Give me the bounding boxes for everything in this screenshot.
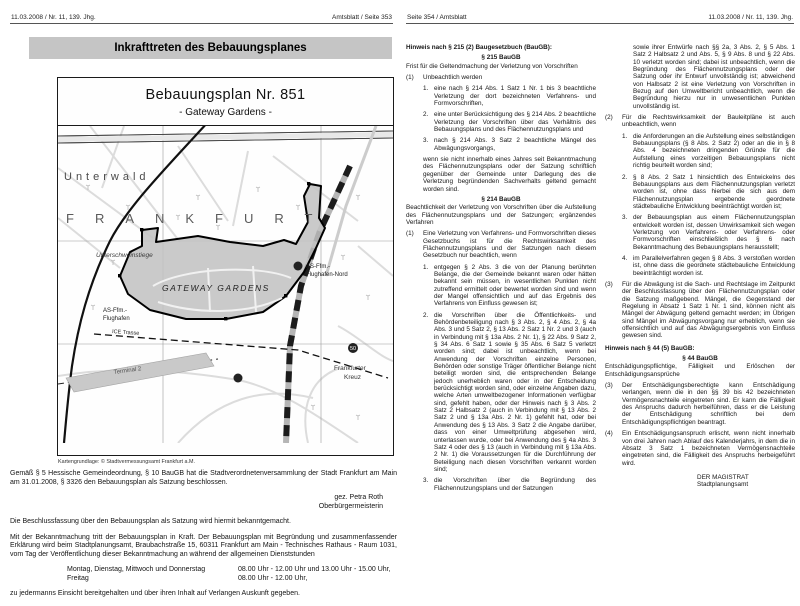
item-number: 3. — [622, 214, 628, 222]
signature-name: gez. Petra Roth — [334, 494, 383, 501]
paragraph-number: (3) — [605, 280, 613, 288]
hanging-paragraph: wenn sie nicht innerhalb eines Jahres seit Bekanntmachung des Flächennutzungsplans oder der Satzung schriftlich gegenüber der Gemeinde unter Darlegung des die Verletzung begründenden Sachverhalts geltend gemacht worden sind. — [423, 156, 596, 193]
item-number: 2. — [622, 173, 628, 181]
continuation-paragraph: sowie ihrer Entwürfe nach §§ 2a, 3 Abs. 2, § 5 Abs. 1 Satz 2 Halbsatz 2 und Abs. 5, § 9 Abs. 8 und § 22 Abs. 10 verletzt worden sind; dabei ist unbeachtlich, wenn die Begründung des Flächennutzungsplans oder der Satzung oder ihr Entwurf unvollständig ist; abweichend von Halbsatz 2 ist eine Verletzung von Vorschriften in Bezug auf den Umweltbericht unbeachtlich, wenn die Begründung hierzu nur in unwesentlichen Punkten unvollständig ist. — [633, 44, 795, 110]
header-page-number: Seite 354 / Amtsblatt — [407, 14, 467, 21]
paragraph-number: (4) — [605, 430, 613, 438]
map-label-as-nord-2: Flughafen-Nord — [306, 272, 348, 278]
page-header-left — [10, 14, 393, 24]
office-hours-days: Montag, Dienstag, Mittwoch und Donnerstag — [67, 566, 206, 573]
item-number: 3. — [423, 137, 429, 145]
office-hours-days: Freitag — [67, 574, 89, 582]
gazette-page-right — [400, 0, 800, 600]
list-item — [423, 111, 596, 133]
junction-number-label: 50 — [349, 346, 357, 353]
item-text: im Parallelverfahren gegen § 8 Abs. 3 verstoßen worden ist, ohne dass die geordnete städtebauliche Entwicklung beeinträchtigt worden ist. — [633, 254, 795, 277]
section-214-subtitle: Beachtlichkeit der Verletzung von Vorschriften über die Aufstellung des Flächennutzungsplans und der Satzungen; ergänzendes Verfahren — [406, 204, 596, 226]
item-number: 3. — [423, 477, 429, 485]
item-number: 1. — [423, 85, 429, 93]
magistrat-signature — [697, 474, 795, 489]
item-number: 4. — [622, 254, 628, 262]
item-text: die Vorschriften über die Öffentlichkeits- und Behördenbeteiligung nach § 3 Abs. 2, § 4 Abs. 2, § 4a Abs. 3 und 5 Satz 2, § 13 Abs. 2 Satz 1 Nr. 2 und 3 (auch in Verbindung mit § 13a Abs. 2 Nr. 1), § 22 Abs. 9 Satz 2, § 34 Abs. 6 Satz 1 sowie § 35 Abs. 6 Satz 5 verletzt worden sind; dabei ist unbeachtlich, wenn bei Anwendung der Vorschriften einzelne Personen, Behörden oder sonstige Träger öffentlicher Belange nicht beteiligt worden sind, die entsprechenden Belange jedoch unerheblich waren oder in der Entscheidung berücksichtigt worden sind, oder einzelne Angaben dazu, welche Arten umweltbezogener Informationen verfügbar sind, gefehlt haben, oder der Hinweis nach § 3 Abs. 2 Satz 2 Halbsatz 2 (auch in Verbindung mit § 13 Abs. 2 Satz 2 und § 13a Abs. 2 Nr. 1) gefehlt hat, oder bei Anwendung des § 13 Abs. 3 Satz 2 die Angabe darüber, dass von einer Umweltprüfung abgesehen wird, unterlassen wurde, oder bei Anwendung des § 4a Abs. 3 Satz 4 oder des § 13 (auch in Verbindung mit § 13a Abs. 2 Nr. 1) die Voraussetzungen für die Durchführung der Beteiligung nach diesen Vorschriften verkannt worden sind; — [434, 311, 596, 473]
notice-title: Inkrafttreten des Bebauungsplanes — [29, 37, 392, 59]
paragraph-text: Ein Entschädigungsanspruch erlischt, wenn nicht innerhalb von drei Jahren nach Ablauf des Kalenderjahrs, in dem die in Absatz 3 Satz 1 bezeichneten Vermögensnachteile eingetreten sind, die Fälligkeit des Anspruchs herbeigeführt wird. — [622, 430, 795, 467]
map-label-ice-trasse: ICE Trasse — [111, 329, 140, 337]
map-label-unterschweinstiege: Unterschweinstiege — [96, 252, 153, 259]
column-1 — [406, 44, 596, 492]
header-date: 11.03.2008 / Nr. 11, 139. Jhg. — [11, 14, 96, 21]
map-title: Bebauungsplan Nr. 851 — [145, 87, 306, 103]
hinweis-215-heading: Hinweis nach § 215 (2) Baugesetzbuch (BauGB): — [406, 44, 552, 51]
closing-paragraph: zu jedermanns Einsicht bereitgehalten und über ihren Inhalt auf Verlangen Auskunft gegeben. — [10, 590, 300, 597]
paragraph-text: Für die Rechtswirksamkeit der Bauleitpläne ist auch unbeachtlich, wenn — [622, 114, 795, 129]
page-header-right — [406, 14, 794, 24]
map-label-gateway-gardens: GATEWAY GARDENS — [162, 283, 270, 293]
magistrat-line1: DER MAGISTRAT — [697, 473, 749, 481]
item-text: eine nach § 214 Abs. 1 Satz 1 Nr. 1 bis 3 beachtliche Verletzung der dort bezeichneten Verfahrens- und Formvorschriften, — [434, 85, 596, 108]
magistrat-line2: Stadtplanungsamt — [697, 481, 749, 489]
list-item — [423, 85, 596, 107]
map-label-terminal2: Terminal 2 — [113, 366, 142, 376]
announcement-paragraph: Die Beschlussfassung über den Bebauungsplan als Satzung wird hiermit bekanntgemacht. — [10, 518, 291, 525]
item-text: eine unter Berücksichtigung des § 214 Abs. 2 beachtliche Verletzung der Vorschriften über das Verhältnis des Bebauungsplans und des Flächennutzungsplans und — [434, 111, 596, 134]
hinweis-44-heading: Hinweis nach § 44 (5) BauGB: — [605, 344, 695, 352]
paragraph-row — [406, 230, 596, 259]
list-item — [423, 137, 596, 152]
plan-map-frame — [57, 77, 394, 456]
map-source-caption: Kartengrundlage: © Stadtvermessungsamt Frankfurt a.M. — [58, 459, 196, 465]
list-item — [622, 214, 795, 251]
paragraph-number: (2) — [605, 114, 613, 122]
office-hours-time: 08.00 Uhr - 12.00 Uhr und 13.00 Uhr - 15.00 Uhr, — [238, 566, 391, 573]
item-text: nach § 214 Abs. 3 Satz 2 beachtliche Mängel des Abwägungsvorgangs, — [434, 137, 596, 152]
paragraph-text: Unbeachtlich werden — [423, 74, 483, 82]
paragraph-row — [605, 430, 795, 467]
section-215-subtitle: Frist für die Geltendmachung der Verletzung von Vorschriften — [406, 62, 578, 70]
item-number: 2. — [423, 311, 429, 319]
numbered-items — [622, 133, 795, 277]
section-44-subtitle: Entschädigungspflichtige, Fälligkeit und Erlöschen der Entschädigungsansprüche — [605, 363, 795, 378]
numbered-items — [423, 85, 596, 152]
office-hours — [67, 566, 397, 583]
list-item — [622, 133, 795, 170]
item-text: § 8 Abs. 2 Satz 1 hinsichtlich des Entwickelns des Bebauungsplans aus dem Flächennutzungsplan verletzt worden ist, ohne dass hierbei die sich aus dem Flächennutzungsplan ergebende geordnete städtebauliche Entwicklung beeinträchtigt worden ist; — [633, 173, 795, 210]
inspection-paragraph: Mit der Bekanntmachung tritt der Bebauungsplan in Kraft. Der Bebauungsplan mit Begründung und zusammenfassender Erklärung wird beim Stadtplanungsamt, Braubachstraße 15, 60311 Frankfurt am Main - Technisches Rathaus - Raum 1031, vom Tag der Veröffentlichung dieser Bekanntmachung an während der allgemeinen Dienststunden — [10, 533, 397, 558]
paragraph-number: (1) — [406, 74, 414, 82]
left-page-body — [10, 470, 397, 606]
paragraph-row — [406, 74, 596, 81]
city-map — [58, 126, 393, 443]
paragraph-row — [605, 281, 795, 340]
paragraph-number: (3) — [605, 382, 613, 390]
section-44-title: § 44 BauGB — [682, 355, 718, 363]
column-2 — [605, 44, 795, 492]
paragraph-text: Eine Verletzung von Verfahrens- und Formvorschriften dieses Gesetzbuchs ist für die Rechtswirksamkeit des Flächennutzungsplans und der Satzungen nach diesem Gesetzbuch nur beachtlich, wenn — [423, 230, 596, 260]
two-column-text — [406, 44, 796, 492]
paragraph-row — [605, 382, 795, 426]
map-subtitle: - Gateway Gardens - — [58, 107, 393, 126]
item-text: die Vorschriften über die Begründung des Flächennutzungsplans und der Satzungen — [434, 477, 596, 492]
list-item — [423, 477, 596, 492]
resolution-paragraph: Gemäß § 5 Hessische Gemeindeordnung, § 10 BauGB hat die Stadtverordnetenversammlung der Stadt Frankfurt am Main am 31.01.2008, § 3326 den Bebauungsplan als Satzung beschlossen. — [10, 470, 397, 486]
map-label-as-sued-1: AS-Ffm.- — [103, 308, 127, 314]
map-label-as-sued-2: Flughafen — [103, 316, 130, 322]
list-item — [622, 255, 795, 277]
motorway-north — [58, 131, 393, 143]
map-label-unterwald: Unterwald — [64, 171, 150, 183]
signature-role: Oberbürgermeisterin — [318, 502, 383, 510]
section-214-title: § 214 BauGB — [481, 195, 521, 203]
item-text: der Bebauungsplan aus einem Flächennutzungsplan entwickelt worden ist, dessen Unwirksamkeit sich wegen Verletzung von Verfahrens- oder Verfahrens- oder Formvorschriften einschließlich des § 6 nach Bekanntmachung des Bebauungsplans herausstellt; — [633, 214, 795, 251]
office-hours-time: 08.00 Uhr - 12.00 Uhr, — [238, 574, 308, 582]
item-text: die Anforderungen an die Aufstellung eines selbständigen Bebauungsplans (§ 8 Abs. 2 Satz 2) oder an die in § 8 Abs. 4 bezeichneten dringenden Gründe für die Aufstellung eines vorzeitigen Bebauungsplans nicht richtig beurteilt worden sind; — [633, 132, 795, 170]
paragraph-number: (1) — [406, 230, 414, 238]
numbered-items — [423, 264, 596, 492]
list-item — [423, 312, 596, 474]
map-label-frankfurt: FRANKFURT — [66, 211, 334, 226]
gazette-page-left — [0, 0, 400, 600]
paragraph-text: Der Entschädigungsberechtigte kann Entschädigung verlangen, wenn die in den §§ 39 bis 42 bezeichneten Vermögensnachteile eingetreten sind. Er kann die Fälligkeit des Anspruchs dadurch herbeiführen, dass er die Leistung der Entschädigung schriftlich bei dem Entschädigungspflichtigen beantragt. — [622, 382, 795, 426]
item-number: 2. — [423, 111, 429, 119]
header-page-number: Amtsblatt / Seite 353 — [332, 14, 392, 21]
list-item — [622, 174, 795, 211]
header-date: 11.03.2008 / Nr. 11, 139. Jhg. — [708, 14, 793, 21]
map-label-frankfurter-kreuz-2: Kreuz — [344, 374, 361, 381]
map-label-as-nord-1: AS-Ffm.- — [306, 264, 330, 270]
paragraph-text: Für die Abwägung ist die Sach- und Rechtslage im Zeitpunkt der Beschlussfassung über den Flächennutzungsplan oder die Satzung maßgebend. Mängel, die Gegenstand der Regelung in Absatz 1 Satz 1 Nr. 1 sind, können nicht als Mängel der Abwägung geltend gemacht werden; im Übrigen sind Mängel im Abwägungsvorgang nur erheblich, wenn sie offensichtlich und auf das Abwägungsergebnis von Einfluss gewesen sind. — [622, 280, 795, 340]
item-number: 1. — [423, 263, 429, 271]
signature-block — [10, 494, 383, 511]
section-215-title: § 215 BauGB — [481, 54, 521, 62]
map-label-frankfurter-kreuz-1: Frankfurter — [334, 365, 366, 372]
paragraph-row — [605, 114, 795, 129]
list-item — [423, 264, 596, 308]
item-number: 1. — [622, 132, 628, 140]
item-text: entgegen § 2 Abs. 3 die von der Planung berührten Belange, die der Gemeinde bekannt waren oder hätten bekannt sein müssen, in wesentlichen Punkten nicht zutreffend ermittelt oder bewertet worden sind und wenn der Mangel offensichtlich und auf das Ergebnis des Verfahrens von Einfluss gewesen ist; — [434, 263, 596, 308]
